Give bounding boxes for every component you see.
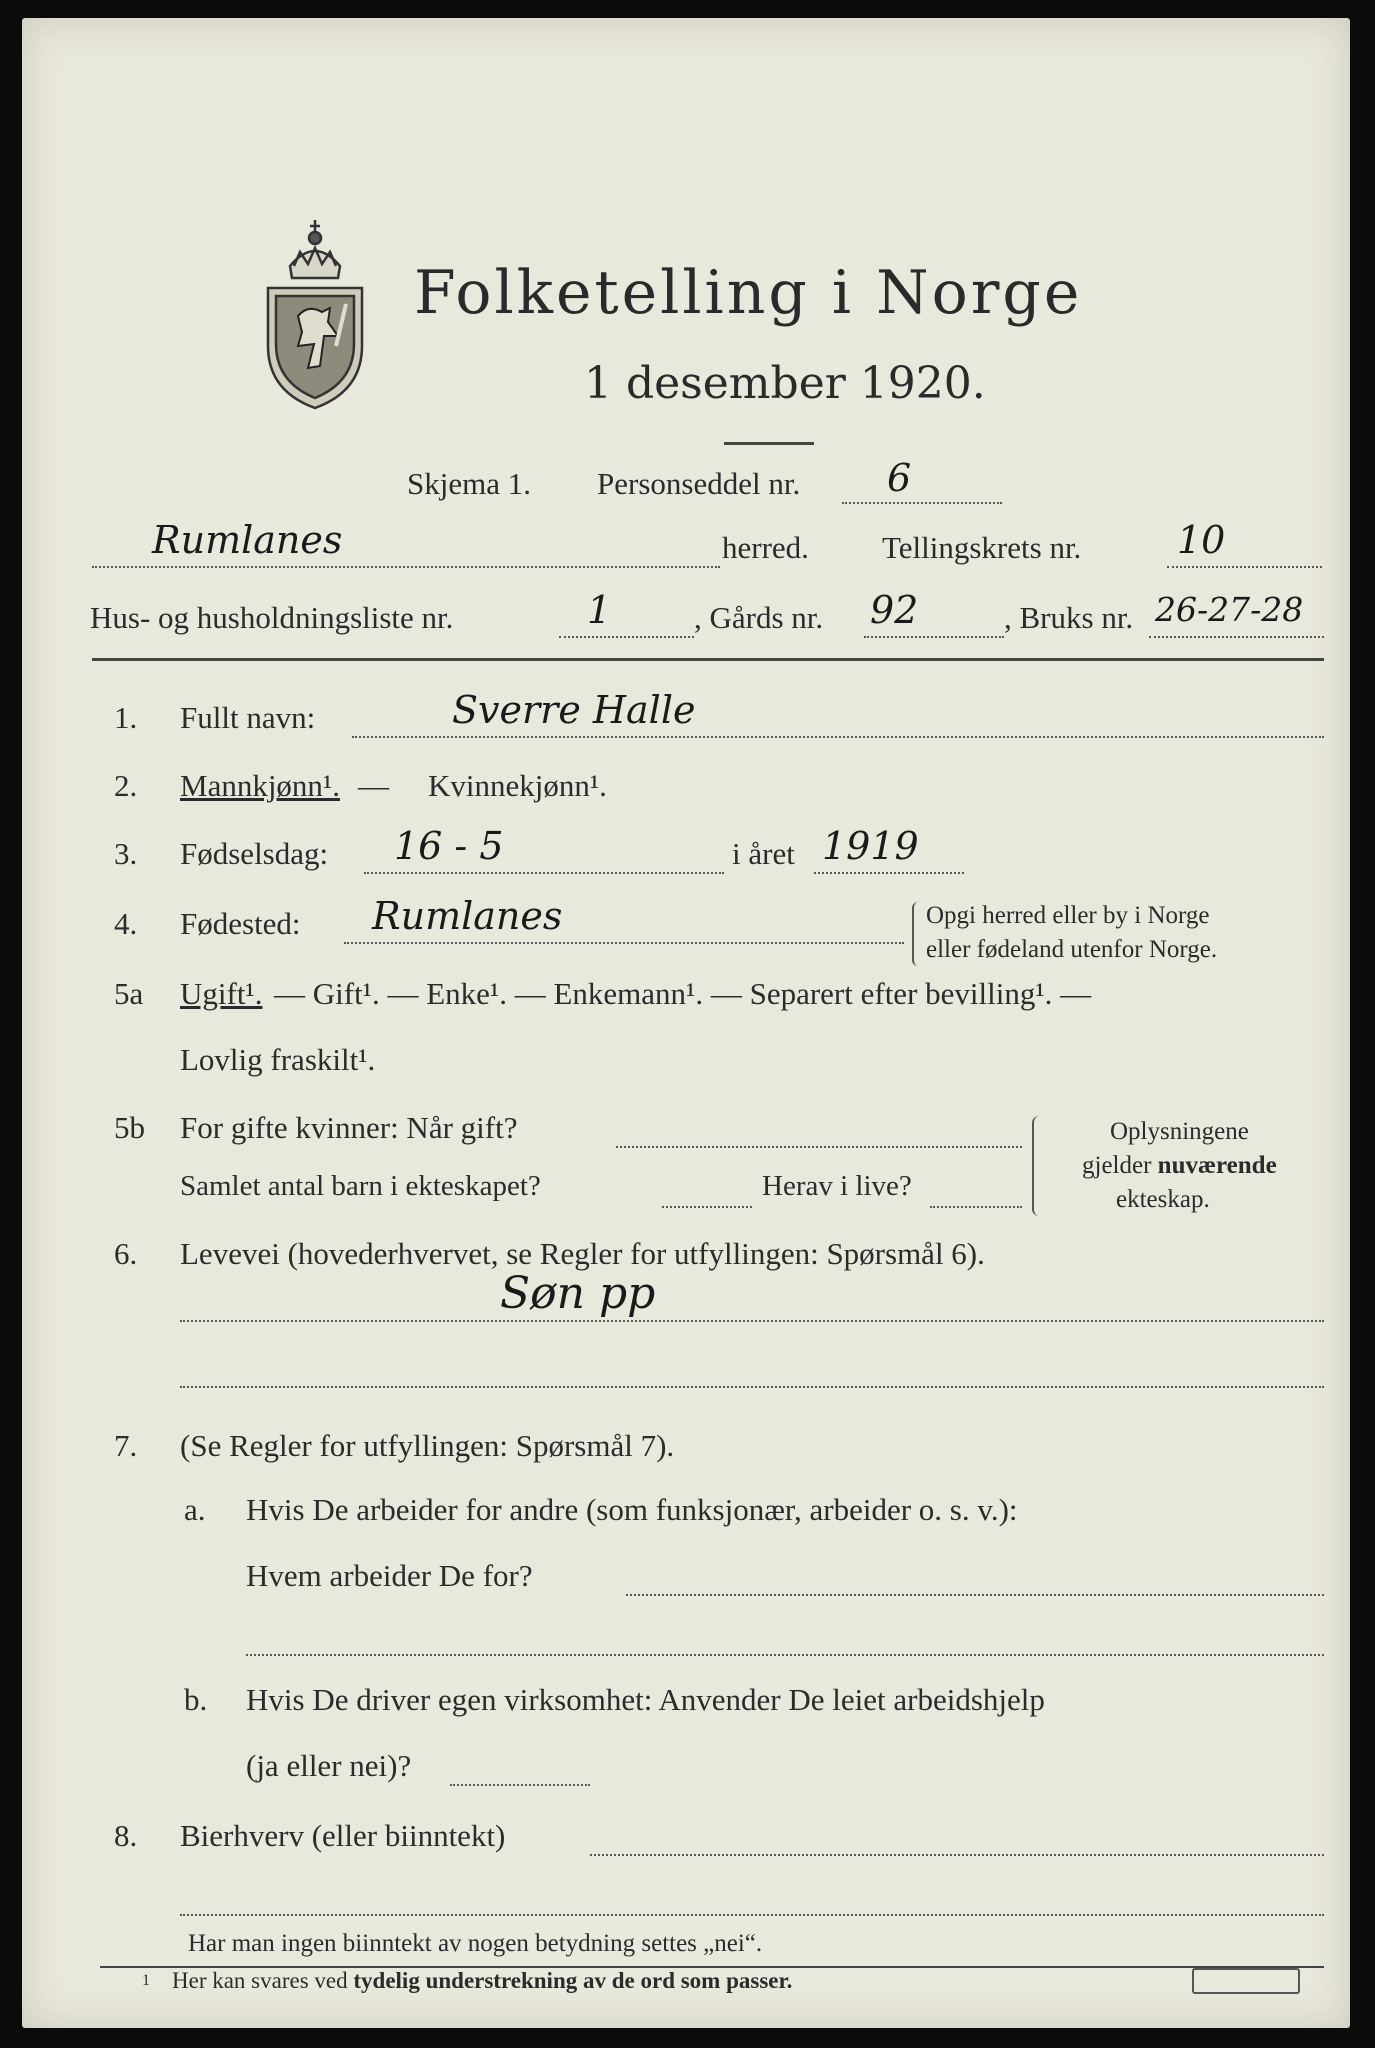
footnote-emphasis: tydelig understrekning av de ord som passer. (353, 1968, 793, 1993)
personseddel-label: Personseddel nr. (597, 466, 801, 501)
side-income-field-line-2 (180, 1914, 1324, 1916)
occupation-field-line-1 (180, 1320, 1324, 1322)
title-divider (724, 442, 814, 445)
full-name-value[interactable]: Sverre Halle (452, 688, 696, 732)
female-option[interactable]: Kvinnekjønn¹. (428, 768, 607, 803)
q1-label: Fullt navn: (180, 700, 316, 735)
q2-number: 2. (114, 768, 138, 803)
occupation-value[interactable]: Søn pp (500, 1268, 656, 1319)
employer-field-line-2 (246, 1654, 1324, 1656)
husholdningsliste-value[interactable]: 1 (587, 588, 612, 632)
personseddel-value[interactable]: 6 (887, 456, 912, 500)
occupation-field-line-2 (180, 1386, 1324, 1388)
gards-label: , Gårds nr. (694, 600, 824, 635)
husholdningsliste-field-line (559, 636, 694, 638)
census-date: 1 desember 1920. (584, 358, 986, 409)
norway-coat-of-arms-icon (250, 196, 380, 411)
q7-number: 7. (114, 1428, 138, 1463)
footnote-text-start: Her kan svares ved (172, 1968, 354, 1993)
herred-label: herred. (722, 530, 809, 565)
tellingskrets-value[interactable]: 10 (1177, 518, 1226, 562)
gards-field-line (864, 636, 1004, 638)
q3-label: Fødselsdag: (180, 836, 329, 871)
q6-number: 6. (114, 1236, 138, 1271)
male-option[interactable]: Mannkjønn¹. (180, 768, 340, 803)
skjema-label: Skjema 1. (407, 466, 531, 501)
gender-separator: — (358, 768, 389, 803)
page-title: Folketelling i Norge (414, 258, 1083, 328)
children-alive-label: Herav i live? (762, 1170, 912, 1202)
q7a-letter: a. (184, 1492, 206, 1527)
birth-year-field-line (814, 872, 964, 874)
q4-number: 4. (114, 906, 138, 941)
children-count-field-line (662, 1206, 752, 1208)
q7a-question: Hvis De arbeider for andre (som funksjonær, arbeider o. s. v.): (246, 1492, 1018, 1527)
q3-number: 3. (114, 836, 138, 871)
birthplace-note-line2: eller fødeland utenfor Norge. (926, 936, 1218, 963)
q7b-letter: b. (184, 1682, 208, 1717)
marriage-note-line3: ekteskap. (1116, 1186, 1210, 1213)
hired-help-field-line (450, 1784, 590, 1786)
children-alive-field-line (930, 1206, 1022, 1208)
lovlig-fraskilt-option[interactable]: Lovlig fraskilt¹. (180, 1042, 376, 1077)
full-name-field-line (352, 736, 1324, 738)
married-when-label: For gifte kvinner: Når gift? (180, 1110, 518, 1145)
tellingskrets-field-line (1167, 566, 1322, 568)
printer-stamp (1192, 1968, 1300, 1994)
husholdningsliste-label: Hus- og husholdningsliste nr. (90, 600, 454, 635)
q7-label: (Se Regler for utfyllingen: Spørsmål 7). (180, 1428, 675, 1463)
q5b-number: 5b (114, 1110, 145, 1145)
bruks-field-line (1149, 636, 1324, 638)
birthplace-field-line (344, 942, 904, 944)
herred-value[interactable]: Rumlanes (152, 518, 343, 562)
hired-help-label: (ja eller nei)? (246, 1748, 412, 1783)
children-count-label: Samlet antal barn i ekteskapet? (180, 1170, 541, 1202)
q5a-number: 5a (114, 976, 144, 1011)
marriage-note-emphasis: nuværende (1157, 1152, 1277, 1179)
birthdate-value[interactable]: 16 - 5 (394, 824, 504, 868)
married-when-field-line (616, 1146, 1022, 1148)
gards-value[interactable]: 92 (870, 588, 919, 632)
marriage-note-line2-start: gjelder (1082, 1152, 1158, 1179)
bruks-label: , Bruks nr. (1004, 600, 1134, 635)
birth-year-value[interactable]: 1919 (822, 824, 919, 868)
q1-number: 1. (114, 700, 138, 735)
q8-number: 8. (114, 1818, 138, 1853)
q8-label: Bierhverv (eller biinntekt) (180, 1818, 506, 1853)
footnote-text (172, 1968, 792, 1994)
q6-label: Levevei (hovederhvervet, se Regler for utfyllingen: Spørsmål 6). (180, 1236, 985, 1271)
employer-label: Hvem arbeider De for? (246, 1558, 533, 1593)
ugift-option[interactable]: Ugift¹. (180, 976, 263, 1011)
q7b-question: Hvis De driver egen virksomhet: Anvender De leiet arbeidshjelp (246, 1682, 1045, 1717)
census-form (22, 18, 1350, 2028)
marriage-note-line2 (1082, 1152, 1277, 1180)
marriage-note-brace (1032, 1116, 1046, 1216)
birthdate-field-line (364, 872, 724, 874)
birthplace-note-brace (912, 902, 924, 966)
q4-label: Fødested: (180, 906, 301, 941)
birth-year-label: i året (732, 836, 795, 871)
marriage-note-line1: Oplysningene (1110, 1118, 1249, 1145)
employer-field-line (626, 1594, 1324, 1596)
side-income-field-line (590, 1854, 1324, 1856)
header-divider (92, 658, 1324, 661)
personseddel-field-line (842, 502, 1002, 504)
footnote-marker: 1 (142, 1972, 150, 1989)
birthplace-value[interactable]: Rumlanes (372, 894, 563, 938)
herred-field-line (92, 566, 720, 568)
birthplace-note-line1: Opgi herred eller by i Norge (926, 902, 1210, 929)
side-income-note: Har man ingen biinntekt av nogen betydning settes „nei“. (188, 1930, 763, 1957)
marital-options[interactable]: — Gift¹. — Enke¹. — Enkemann¹. — Separert efter bevilling¹. — (274, 976, 1092, 1011)
tellingskrets-label: Tellingskrets nr. (882, 530, 1082, 565)
bruks-value[interactable]: 26-27-28 (1155, 590, 1304, 629)
